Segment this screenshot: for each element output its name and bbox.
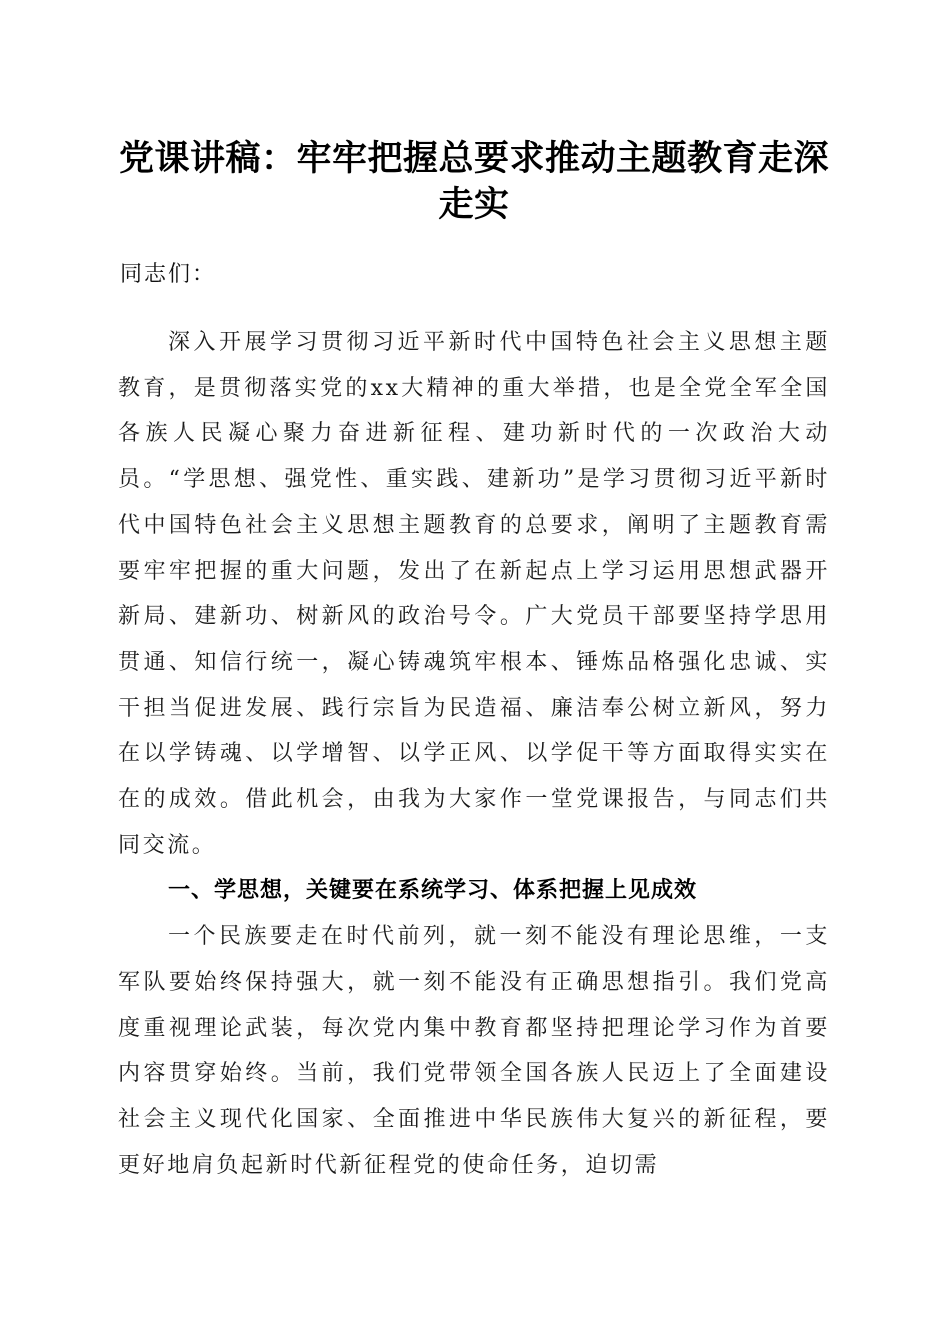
- paragraph-section-1: 一个民族要走在时代前列，就一刻不能没有理论思维，一支军队要始终保持强大，就一刻不能没有正确思想指引。我们党高度重视理论武装，每次党内集中教育都坚持把理论学习作为首要内容贯穿始终。当前，我们党带领全国各族人民迈上了全面建设社会主义现代化国家、全面推进中华民族伟大复兴的新征程，要更好地肩负起新时代新征程党的使命任务，迫切需: [118, 924, 830, 1178]
- salutation: 同志们：: [120, 262, 217, 287]
- document-title: [118, 136, 830, 228]
- title-line-2: 走实: [438, 184, 510, 225]
- document-body: [118, 320, 830, 1188]
- paragraph-intro: 深入开展学习贯彻习近平新时代中国特色社会主义思想主题教育，是贯彻落实党的xx大精神的重大举措，也是全党全军全国各族人民凝心聚力奋进新征程、建功新时代的一次政治大动员。“学思想、强党性、重实践、建新功”是学习贯彻习近平新时代中国特色社会主义思想主题教育的总要求，阐明了主题教育需要牢牢把握的重大问题，发出了在新起点上学习运用思想武器开新局、建新功、树新风的政治号令。广大党员干部要坚持学思用贯通、知信行统一，凝心铸魂筑牢根本、锤炼品格强化忠诚、实干担当促进发展、践行宗旨为民造福、廉洁奉公树立新风，努力在以学铸魂、以学增智、以学正风、以学促干等方面取得实实在在的成效。借此机会，由我为大家作一堂党课报告，与同志们共同交流。: [118, 330, 830, 858]
- section-heading-1: 一、学思想，关键要在系统学习、体系把握上见成效: [168, 878, 698, 904]
- title-line-1: 党课讲稿：牢牢把握总要求推动主题教育走深: [118, 138, 829, 179]
